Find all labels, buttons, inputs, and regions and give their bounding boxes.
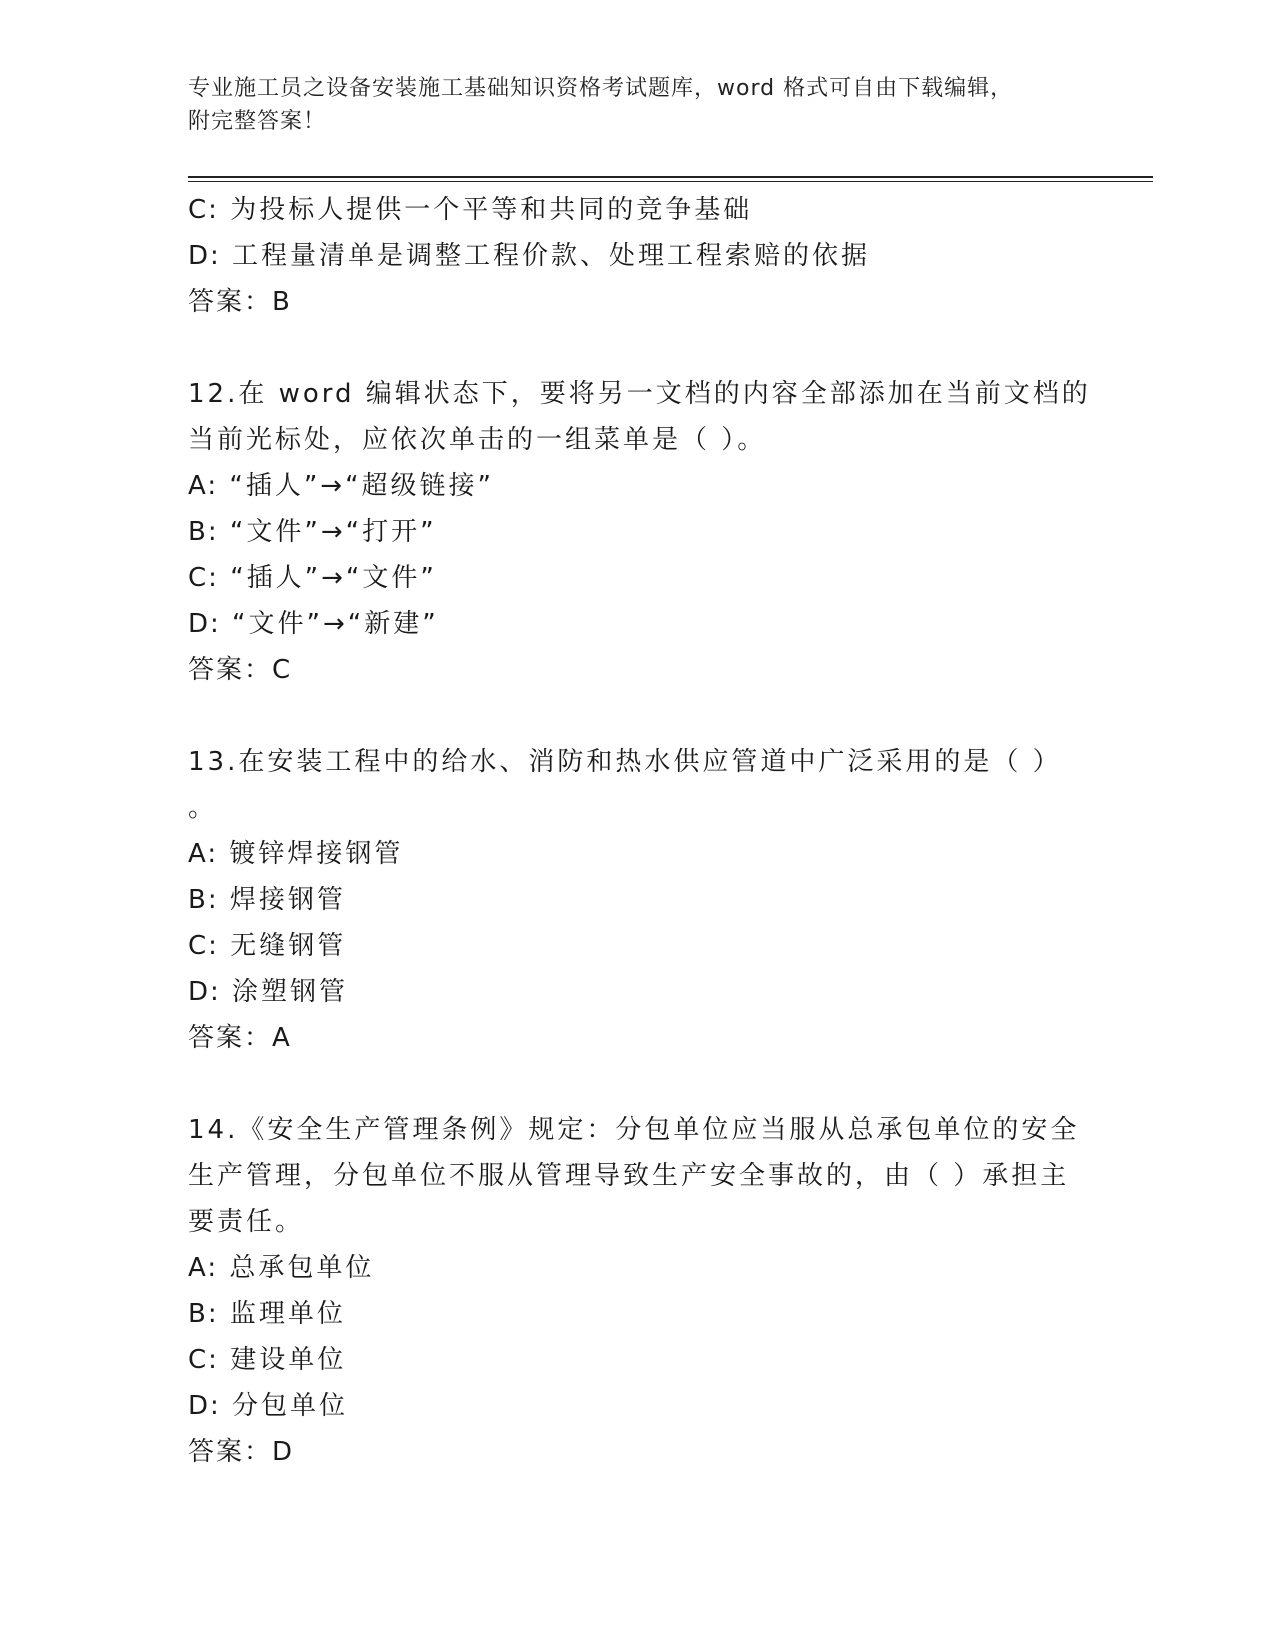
option-c: C: “插人”→“文件”	[188, 563, 437, 593]
header-rule-thin	[188, 181, 1153, 182]
document-header	[188, 72, 1078, 138]
option-a: A: 总承包单位	[188, 1253, 375, 1283]
option-a: A: “插人”→“超级链接”	[188, 471, 495, 501]
question-text: 当前光标处，应依次单击的一组菜单是（ ）。	[188, 425, 767, 455]
question-text: 13.在安装工程中的给水、消防和热水供应管道中广泛采用的是（ ）	[188, 747, 1062, 777]
option-b: B: 监理单位	[188, 1299, 346, 1329]
option-d: D: “文件”→“新建”	[188, 609, 439, 639]
header-rule-thick	[188, 176, 1153, 178]
option-d: D: 涂塑钢管	[188, 977, 349, 1007]
question-text: 要责任。	[188, 1207, 305, 1237]
option-b: B: “文件”→“打开”	[188, 517, 437, 547]
option-c: C: 为投标人提供一个平等和共同的竞争基础	[188, 195, 753, 225]
question-list	[188, 187, 1108, 1475]
header-line-2: 附完整答案！	[188, 109, 327, 134]
question-text: 。	[188, 793, 218, 823]
option-d: D: 工程量清单是调整工程价款、处理工程索赔的依据	[188, 241, 871, 271]
header-line-1: 专业施工员之设备安装施工基础知识资格考试题库，word 格式可自由下载编辑，	[188, 76, 1014, 101]
option-c: C: 建设单位	[188, 1345, 347, 1375]
question-12	[188, 371, 1108, 693]
option-c: C: 无缝钢管	[188, 931, 347, 961]
option-d: D: 分包单位	[188, 1391, 349, 1421]
question-13	[188, 739, 1108, 1061]
answer-line: 答案：D	[188, 1437, 295, 1467]
answer-line: 答案：C	[188, 655, 293, 685]
question-14	[188, 1107, 1108, 1475]
answer-line: 答案：A	[188, 1023, 292, 1053]
question-text: 生产管理，分包单位不服从管理导致生产安全事故的，由（ ）承担主	[188, 1161, 1070, 1191]
question-text: 14.《安全生产管理条例》规定：分包单位应当服从总承包单位的安全	[188, 1115, 1080, 1145]
option-b: B: 焊接钢管	[188, 885, 346, 915]
question-text: 12.在 word 编辑状态下，要将另一文档的内容全部添加在当前文档的	[188, 379, 1091, 409]
option-a: A: 镀锌焊接钢管	[188, 839, 404, 869]
previous-question-tail	[188, 187, 1108, 325]
answer-line: 答案：B	[188, 287, 292, 317]
